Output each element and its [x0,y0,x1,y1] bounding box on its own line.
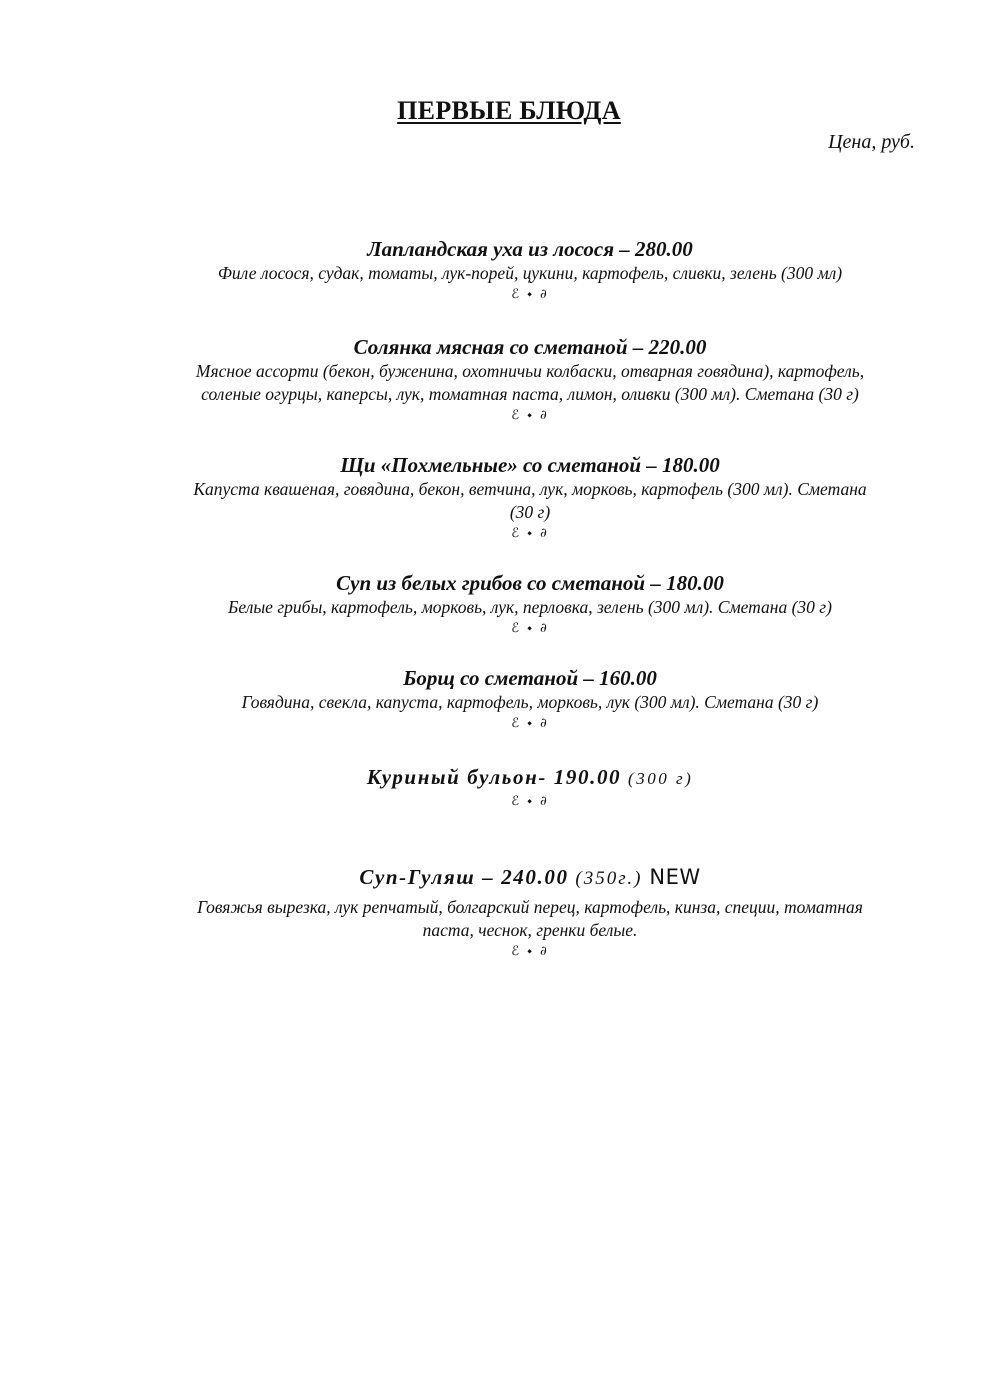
ornament-divider: ℰ ⬩ ∂ [511,716,549,731]
dish-description-line: соленые огурцы, каперсы, лук, томатная паста, лимон, оливки (300 мл). Сметана (30 г) [201,384,859,404]
page-title: ПЕРВЫЕ БЛЮДА [397,96,621,125]
dish-name: Куриный бульон- 190.00 [366,765,622,789]
dish-description-line: паста, чеснок, гренки белые. [422,920,638,940]
dish-name: Суп из белых грибов со сметаной – 180.00 [336,571,724,595]
ornament-divider: ℰ ⬩ ∂ [511,944,549,959]
dish-portion: (300 г) [628,769,694,788]
dish-portion: (350г.) [575,868,643,889]
menu-item [120,665,940,734]
ornament-divider: ℰ ⬩ ∂ [511,794,549,809]
menu-item [120,334,940,426]
dish-name-row [120,864,940,892]
dish-description: Белые грибы, картофель, морковь, лук, перловка, зелень (300 мл). Сметана (30 г) [228,597,832,617]
dish-name-row [120,764,940,792]
menu-item [120,236,940,305]
ornament-divider: ℰ ⬩ ∂ [511,621,549,636]
menu-item [120,764,940,812]
dish-description-line: (30 г) [509,502,551,522]
dish-name: Лапландская уха из лосося – 280.00 [367,237,693,261]
dish-description-line: Мясное ассорти (бекон, буженина, охотничьи колбаски, отварная говядина), картофель, [195,361,865,381]
dish-description: Филе лосося, судак, томаты, лук-порей, цукини, картофель, сливки, зелень (300 мл) [217,263,843,283]
price-column-label: Цена, руб. [828,131,915,153]
menu-item [120,452,940,544]
ornament-divider: ℰ ⬩ ∂ [511,526,549,541]
dish-description-line: Говяжья вырезка, лук репчатый, болгарский перец, картофель, кинза, специи, томатная [197,897,863,917]
ornament-divider: ℰ ⬩ ∂ [511,287,549,302]
menu-item [120,570,940,639]
dish-name: Солянка мясная со сметаной – 220.00 [353,335,707,359]
new-badge: NEW [649,865,701,889]
ornament-divider: ℰ ⬩ ∂ [511,408,549,423]
dish-name: Суп-Гуляш – 240.00 [359,865,569,889]
dish-description-line: Капуста квашеная, говядина, бекон, ветчина, лук, морковь, картофель (300 мл). Сметана [193,479,867,499]
dish-name: Борщ со сметаной – 160.00 [403,666,657,690]
dish-name: Щи «Похмельные» со сметаной – 180.00 [340,453,720,477]
menu-item [120,864,940,962]
dish-description: Говядина, свекла, капуста, картофель, морковь, лук (300 мл). Сметана (30 г) [241,692,819,712]
